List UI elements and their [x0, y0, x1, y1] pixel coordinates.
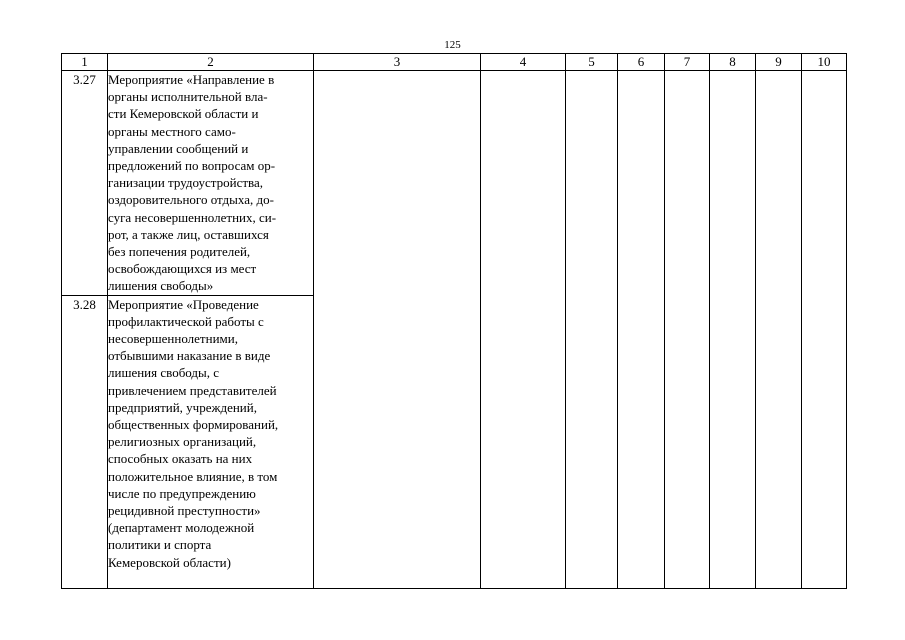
empty-cell [665, 295, 710, 588]
text-line: управлении сообщений и [108, 140, 249, 156]
text-line: ганизации трудоустройства, [108, 175, 264, 191]
column-header: 1 [62, 54, 108, 71]
text-line: без попечения родителей, [108, 244, 251, 260]
table-row [62, 71, 847, 296]
column-header: 8 [710, 54, 756, 71]
text-line: отбывшими наказание в виде [108, 348, 271, 364]
text-line: способных оказать на них [108, 451, 253, 467]
text-line: политики и спорта [108, 537, 212, 553]
row-number: 3.27 [62, 71, 108, 296]
text-line: религиозных организаций, [108, 434, 257, 450]
events-table [61, 53, 847, 589]
text-line: лишения свободы» [108, 278, 214, 294]
column-header: 10 [802, 54, 847, 71]
text-line: Мероприятие «Направление в [108, 72, 275, 87]
empty-cell [566, 295, 618, 588]
column-header: 3 [314, 54, 481, 71]
empty-cell [618, 71, 665, 296]
empty-cell [481, 295, 566, 588]
text-line: несовершеннолетними, [108, 331, 238, 347]
empty-cell [618, 295, 665, 588]
text-line: освобождающихся из мест [108, 261, 257, 277]
event-description [108, 71, 314, 296]
column-header: 7 [665, 54, 710, 71]
column-header: 9 [756, 54, 802, 71]
text-line: Кемеровской области) [108, 554, 231, 570]
text-line: общественных формирований, [108, 417, 279, 433]
text-line: рецидивной преступности» [108, 503, 261, 519]
empty-cell [802, 71, 847, 296]
page-number: 125 [444, 39, 461, 51]
text-line: суга несовершеннолетних, си- [108, 209, 277, 225]
text-line: привлечением представителей [108, 382, 277, 398]
empty-cell [710, 71, 756, 296]
text-line: предприятий, учреждений, [108, 399, 257, 415]
text-line: лишения свободы, с [108, 365, 220, 381]
empty-cell [314, 295, 481, 588]
empty-cell [665, 71, 710, 296]
column-header: 2 [108, 54, 314, 71]
event-description [108, 295, 314, 588]
table-header-row [62, 54, 847, 71]
text-line: рот, а также лиц, оставшихся [108, 226, 269, 242]
text-line: сти Кемеровской области и [108, 106, 259, 122]
text-line: Мероприятие «Проведение [108, 296, 259, 312]
text-line: органы местного само- [108, 123, 236, 139]
empty-cell [566, 71, 618, 296]
text-line: положительное влияние, в том [108, 468, 278, 484]
empty-cell [756, 71, 802, 296]
table-row [62, 295, 847, 588]
text-line: органы исполнительной вла- [108, 89, 268, 105]
text-line: числе по предупреждению [108, 485, 256, 501]
row-number: 3.28 [62, 295, 108, 588]
text-line: предложений по вопросам ор- [108, 158, 276, 174]
column-header: 4 [481, 54, 566, 71]
empty-cell [756, 295, 802, 588]
empty-cell [481, 71, 566, 296]
text-line: оздоровительного отдыха, до- [108, 192, 274, 208]
empty-cell [710, 295, 756, 588]
empty-cell [802, 295, 847, 588]
empty-cell [314, 71, 481, 296]
column-header: 5 [566, 54, 618, 71]
text-line: профилактической работы с [108, 313, 264, 329]
column-header: 6 [618, 54, 665, 71]
text-line: (департамент молодежной [108, 520, 255, 536]
